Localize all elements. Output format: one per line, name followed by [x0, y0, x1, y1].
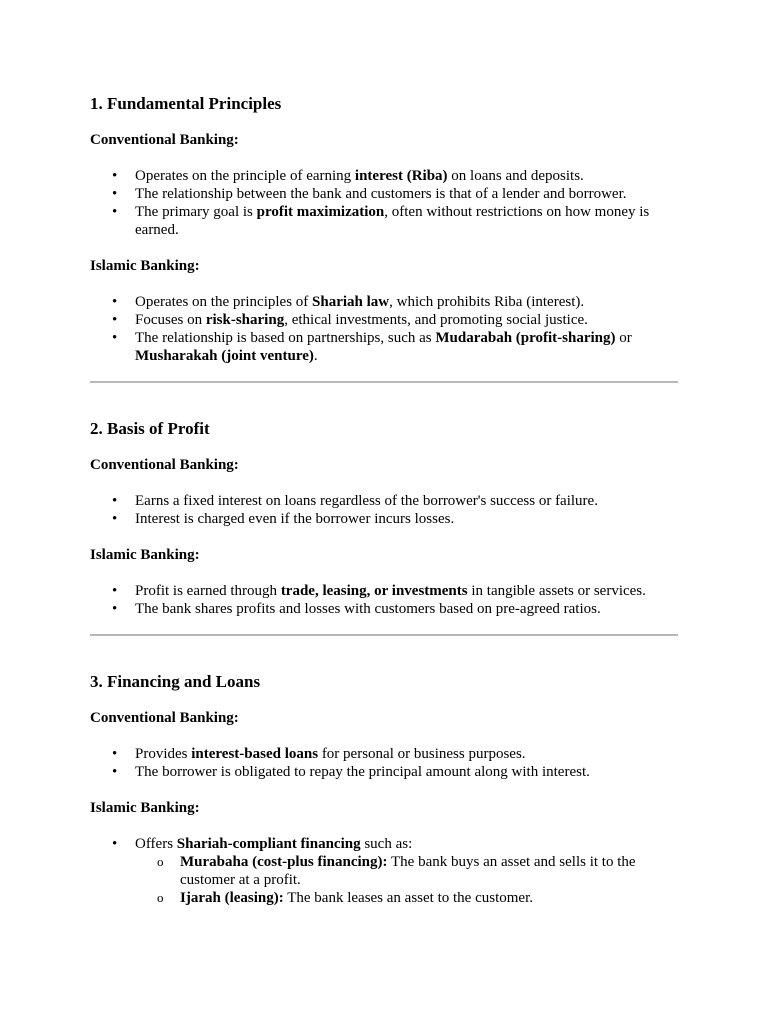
sub-list-item: o Murabaha (cost-plus financing): The bank buys an asset and sells it to the customer at a profit.	[157, 854, 636, 888]
bullet-icon: •	[112, 511, 118, 527]
bullet-icon: •	[112, 330, 118, 346]
conventional-banking-heading: Conventional Banking:	[90, 710, 239, 726]
islamic-banking-heading: Islamic Banking:	[90, 800, 200, 816]
bullet-icon: •	[112, 168, 118, 184]
list-item: • The relationship between the bank and customers is that of a lender and borrower.	[112, 186, 627, 202]
section-title: 1. Fundamental Principles	[90, 94, 282, 113]
list-item: • Earns a fixed interest on loans regardless of the borrower's success or failure.	[112, 493, 598, 509]
bullet-icon: •	[112, 746, 118, 762]
conventional-banking-heading: Conventional Banking:	[90, 457, 239, 473]
list-item: • The borrower is obligated to repay the principal amount along with interest.	[112, 764, 590, 780]
islamic-list	[90, 293, 678, 365]
bullet-icon: •	[112, 836, 118, 852]
section-divider	[90, 634, 678, 636]
islamic-banking-heading: Islamic Banking:	[90, 258, 200, 274]
bullet-icon: •	[112, 601, 118, 617]
bullet-icon: •	[112, 186, 118, 202]
islamic-list	[90, 582, 678, 618]
bullet-icon: •	[112, 764, 118, 780]
list-item: • Profit is earned through trade, leasing, or investments in tangible assets or services.	[112, 583, 646, 599]
islamic-banking-heading: Islamic Banking:	[90, 547, 200, 563]
sub-bullet-icon: o	[157, 890, 164, 905]
list-item: • Interest is charged even if the borrower incurs losses.	[112, 511, 455, 527]
bullet-icon: •	[112, 312, 118, 328]
conventional-banking-heading: Conventional Banking:	[90, 132, 239, 148]
bullet-icon: •	[112, 294, 118, 310]
section-title: 2. Basis of Profit	[90, 419, 210, 438]
bullet-icon: •	[112, 493, 118, 509]
list-item: • The bank shares profits and losses with customers based on pre-agreed ratios.	[112, 601, 601, 617]
conventional-list	[90, 167, 678, 239]
section-fundamental-principles	[90, 94, 678, 365]
list-item: • Focuses on risk-sharing, ethical investments, and promoting social justice.	[112, 312, 588, 328]
section-financing-and-loans	[90, 672, 678, 907]
list-item: • Operates on the principle of earning interest (Riba) on loans and deposits.	[112, 168, 584, 184]
conventional-list	[90, 492, 678, 528]
sub-bullet-icon: o	[157, 854, 164, 869]
sub-list-item: o Ijarah (leasing): The bank leases an asset to the customer.	[157, 890, 533, 906]
list-item: • Offers Shariah-compliant financing such as: o Murabaha (cost-plus financing): The bank buys an asset and sells it to the customer at a profit. o Ijarah (leasing): The bank leases an asset to the customer.	[90, 835, 678, 907]
section-basis-of-profit	[90, 419, 678, 618]
list-item: • The primary goal is profit maximization, often without restrictions on how money is earned.	[112, 204, 650, 238]
bullet-icon: •	[112, 204, 118, 220]
conventional-list	[90, 745, 678, 781]
list-item: • Operates on the principles of Shariah law, which prohibits Riba (interest).	[112, 294, 585, 310]
list-item: • The relationship is based on partnerships, such as Mudarabah (profit-sharing) or Musharakah (joint venture).	[112, 330, 632, 364]
financing-types-list	[135, 853, 678, 907]
list-item: • Provides interest-based loans for personal or business purposes.	[112, 746, 526, 762]
bullet-icon: •	[112, 583, 118, 599]
islamic-list	[90, 835, 678, 907]
section-title: 3. Financing and Loans	[90, 672, 261, 691]
section-divider	[90, 381, 678, 383]
